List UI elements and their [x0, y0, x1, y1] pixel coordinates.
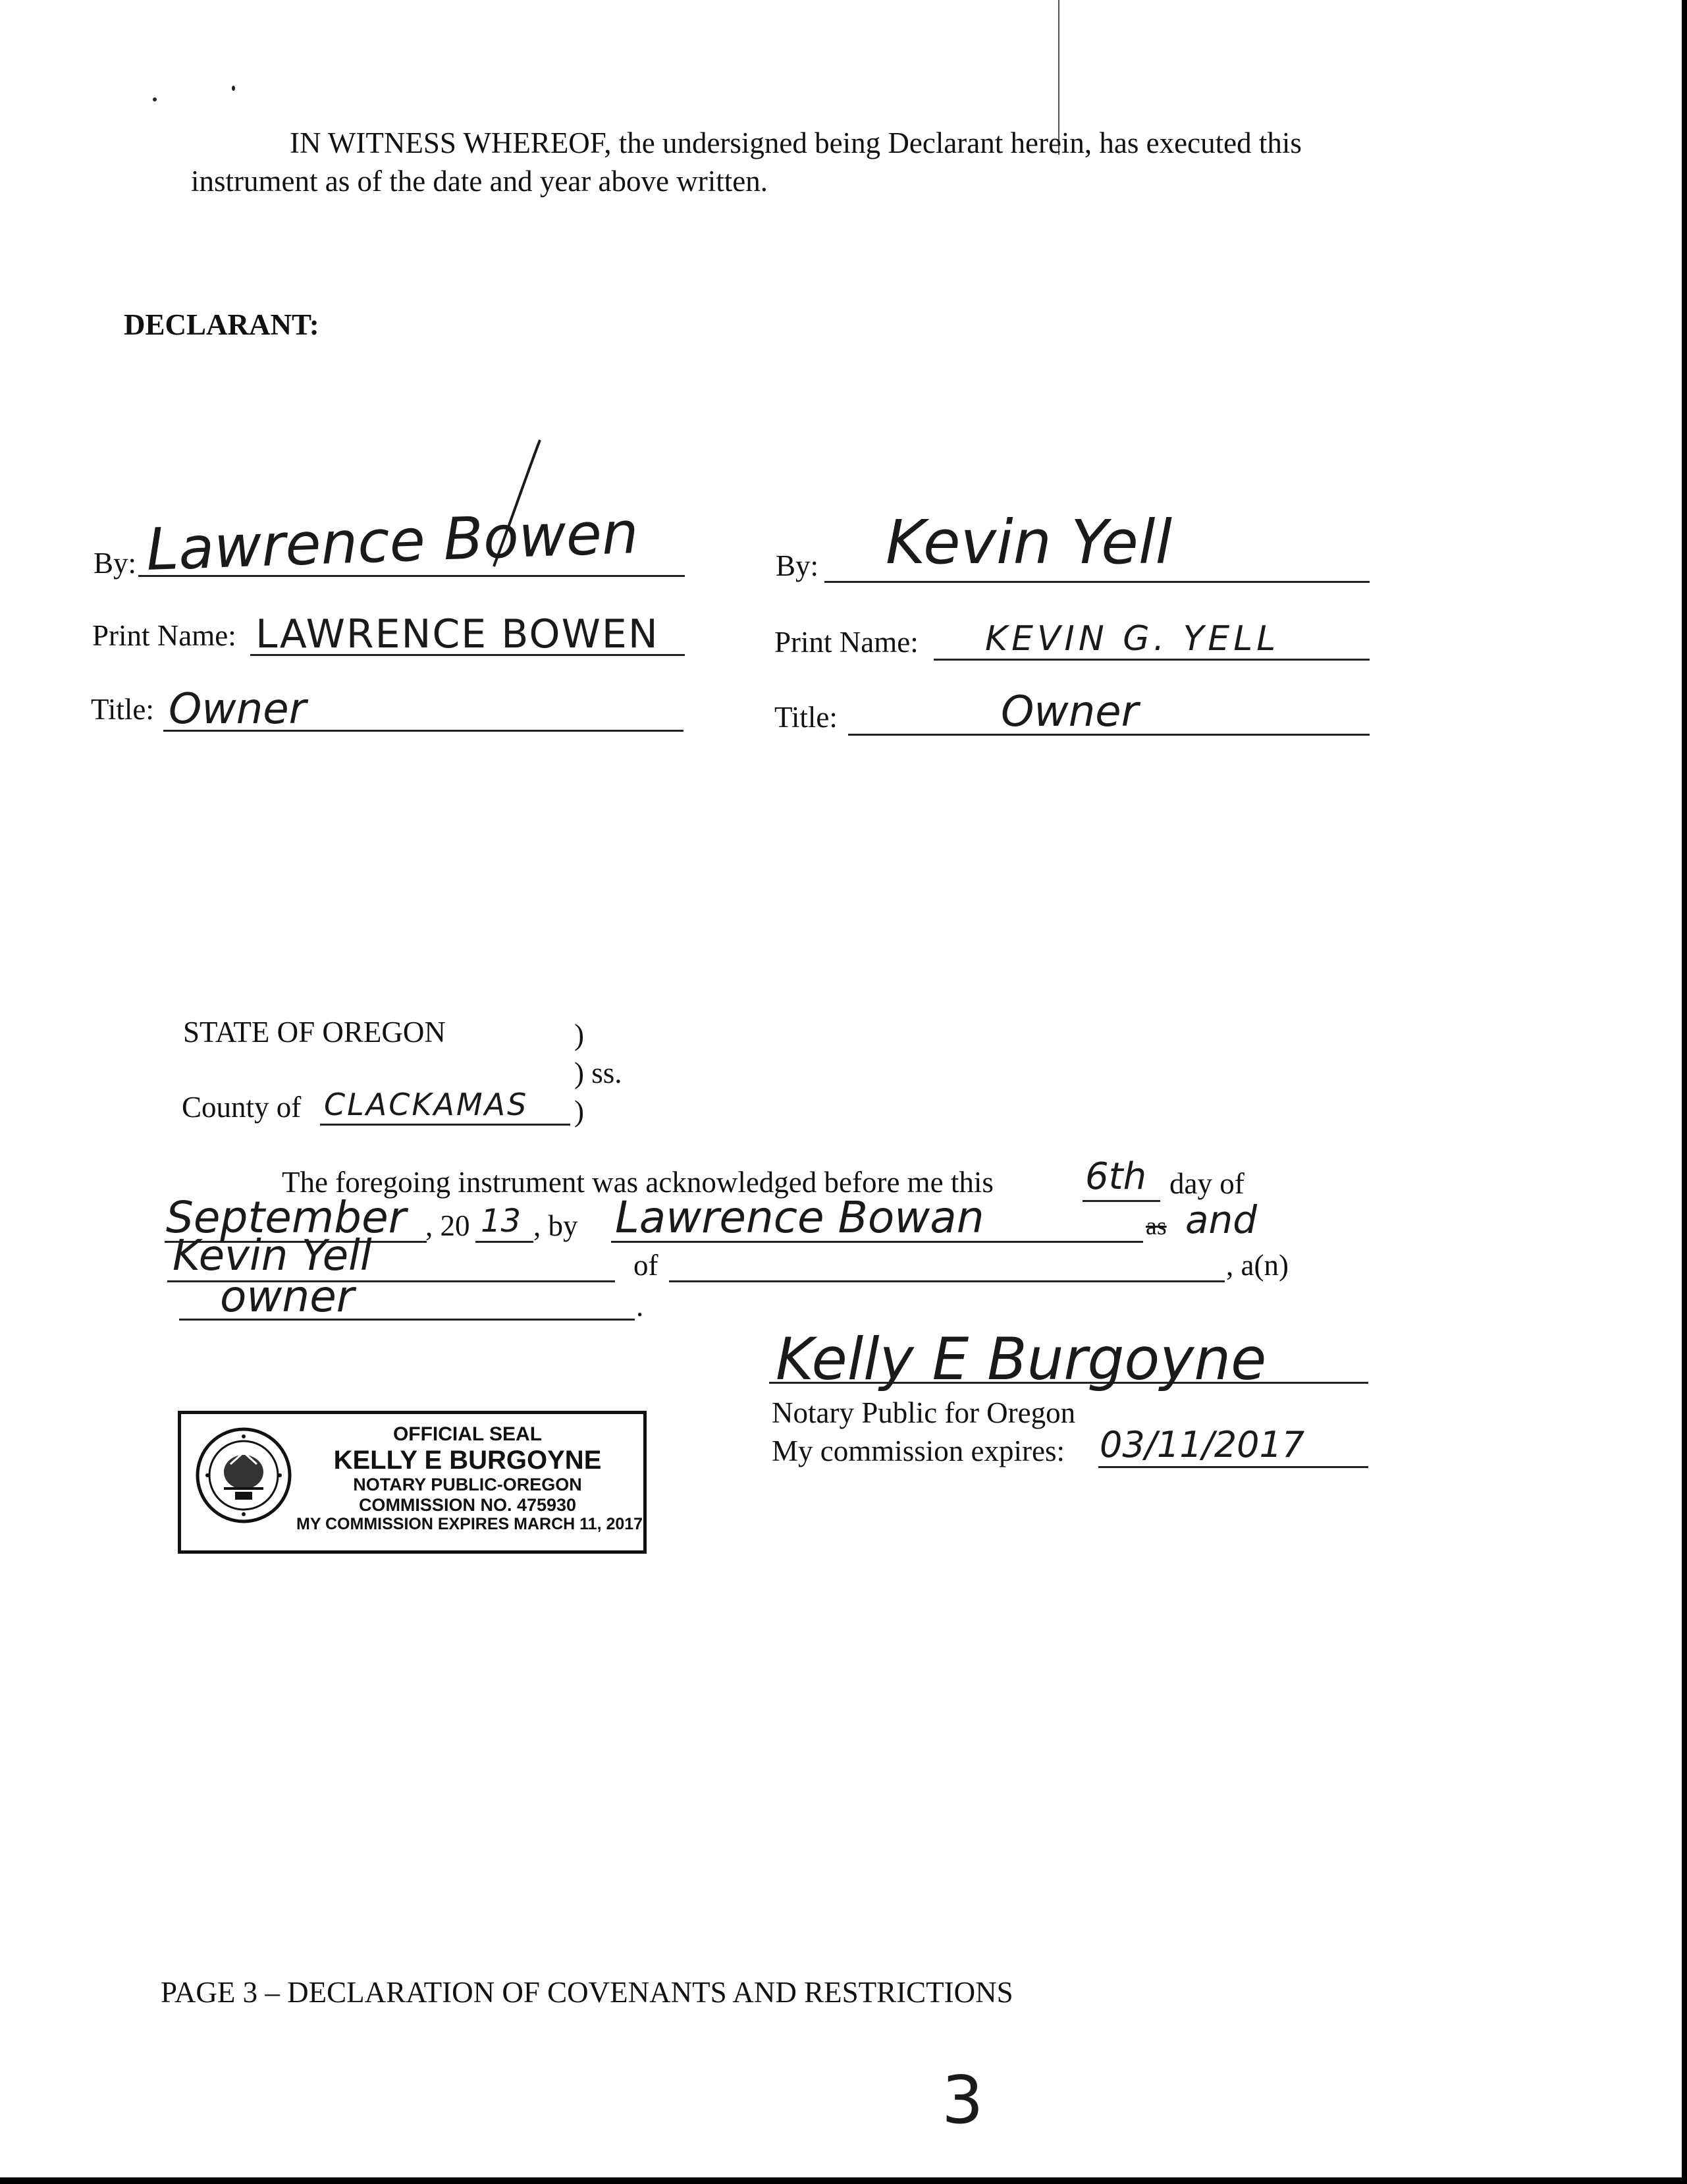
- county-label: County of: [182, 1091, 302, 1124]
- declarant-heading: DECLARANT:: [124, 308, 319, 341]
- seal-line-commission: COMMISSION NO. 475930: [358, 1494, 577, 1515]
- scan-edge: [0, 2177, 1687, 2184]
- of-line: [669, 1280, 1225, 1282]
- state-label: STATE OF OREGON: [183, 1016, 446, 1049]
- ack-names: Lawrence Bowan: [615, 1192, 984, 1243]
- scan-speck: [153, 97, 157, 101]
- ack-year: 13: [481, 1203, 522, 1240]
- ack-of: of: [633, 1249, 658, 1282]
- ack-an: , a(n): [1226, 1249, 1289, 1282]
- seal-line-expires: MY COMMISSION EXPIRES MARCH 11, 2017: [296, 1514, 643, 1533]
- seal-line-notary: NOTARY PUBLIC-OREGON: [353, 1475, 582, 1495]
- signature-flourish: [454, 435, 560, 580]
- year-line: [475, 1241, 533, 1243]
- title-label-1: Title:: [91, 693, 154, 726]
- notary-seal-stamp: [178, 1411, 647, 1554]
- ack-name-2: Kevin Yell: [173, 1232, 372, 1280]
- ack-day: 6th: [1085, 1155, 1147, 1198]
- day-line: [1083, 1200, 1160, 1202]
- ack-and: and: [1185, 1197, 1258, 1242]
- county-line: [320, 1124, 570, 1126]
- page-number: 3: [942, 2061, 984, 2139]
- witness-line-2: instrument as of the date and year above written.: [191, 165, 768, 198]
- title-2: Owner: [1001, 688, 1138, 736]
- ack-text-1: The foregoing instrument was acknowledged before me this: [282, 1166, 994, 1199]
- venue-paren: ): [574, 1018, 584, 1051]
- print-name-2: KEVIN G. YELL: [985, 619, 1280, 659]
- venue-ss: ) ss.: [574, 1056, 622, 1089]
- seal-line-official: OFFICIAL SEAL: [392, 1423, 543, 1445]
- title-label-2: Title:: [774, 701, 838, 734]
- ack-year-prefix: , 20: [425, 1209, 470, 1242]
- witness-line-1: IN WITNESS WHEREOF, the undersigned being Declarant herein, has executed this: [290, 126, 1302, 159]
- signature-lawrence-bowen: Lawrence Bowen: [145, 498, 640, 584]
- signature-line-2: [824, 581, 1370, 583]
- commission-line: [1098, 1466, 1368, 1468]
- ack-role: owner: [220, 1271, 354, 1322]
- ack-period: .: [636, 1290, 644, 1323]
- scan-edge: [1682, 0, 1687, 2184]
- commission-date: 03/11/2017: [1100, 1424, 1305, 1465]
- by-label-2: By:: [776, 549, 819, 582]
- page-footer: PAGE 3 – DECLARATION OF COVENANTS AND RESTRICTIONS: [161, 1976, 1013, 2009]
- print-name-line-2: [934, 659, 1370, 661]
- ack-day-of: day of: [1169, 1167, 1245, 1200]
- by-label-1: By:: [94, 547, 137, 580]
- venue-paren: ): [574, 1095, 584, 1128]
- scan-speck: [232, 86, 235, 91]
- oregon-state-seal-icon: [194, 1426, 293, 1525]
- ack-as-struck: as: [1146, 1213, 1167, 1240]
- print-name-label-2: Print Name:: [774, 626, 919, 659]
- print-name-label-1: Print Name:: [92, 619, 236, 652]
- notary-signature: Kelly E Burgoyne: [776, 1325, 1267, 1393]
- signature-kevin-yell: Kevin Yell: [886, 507, 1173, 578]
- ack-by: , by: [533, 1209, 578, 1242]
- county-value: CLACKAMAS: [324, 1087, 529, 1122]
- print-name-1: LAWRENCE BOWEN: [255, 611, 659, 657]
- title-1: Owner: [169, 685, 306, 734]
- notary-public-label: Notary Public for Oregon: [772, 1396, 1076, 1429]
- ack-month: September: [166, 1192, 406, 1243]
- commission-label: My commission expires:: [772, 1434, 1065, 1467]
- seal-line-name: KELLY E BURGOYNE: [333, 1445, 602, 1475]
